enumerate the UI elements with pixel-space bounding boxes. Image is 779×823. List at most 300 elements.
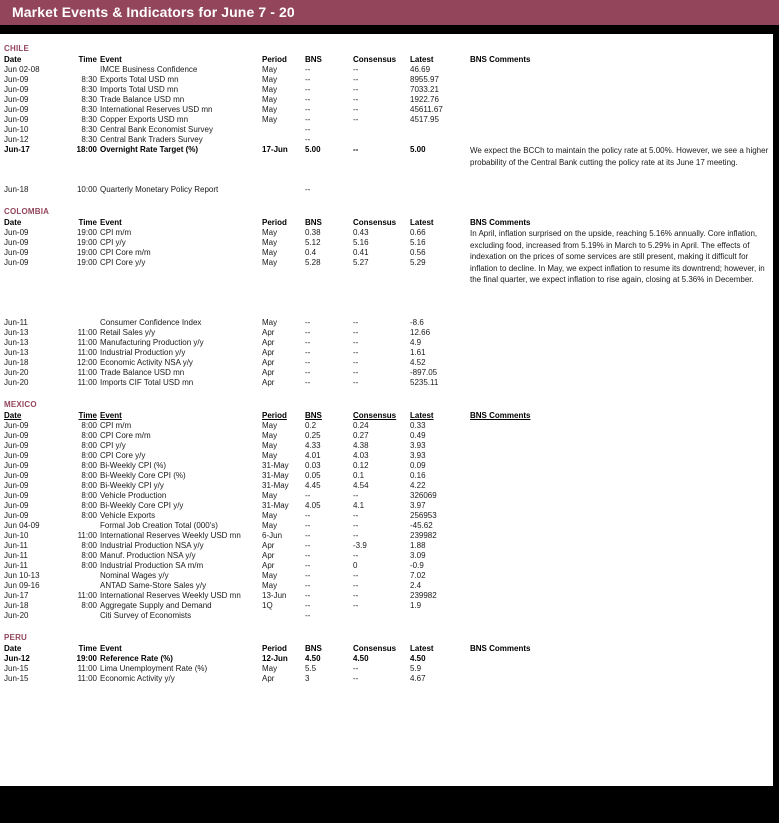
cell-period: May xyxy=(262,95,278,104)
cell-event: CPI m/m xyxy=(100,228,132,237)
cell-date: Jun-09 xyxy=(4,451,29,460)
cell-event: Retail Sales y/y xyxy=(100,328,156,337)
cell-period: 31-May xyxy=(262,461,289,470)
cell-time: 8:30 xyxy=(81,75,97,84)
cell-event: Lima Unemployment Rate (%) xyxy=(100,664,208,673)
table-row xyxy=(0,75,773,85)
cell-event: Central Bank Traders Survey xyxy=(100,135,203,144)
cell-event: Aggregate Supply and Demand xyxy=(100,601,212,610)
cell-consensus: 4.1 xyxy=(353,501,365,510)
cell-period: 6-Jun xyxy=(262,531,283,540)
table-row xyxy=(0,125,773,135)
cell-date: Jun-18 xyxy=(4,358,29,367)
cell-event: Economic Activity NSA y/y xyxy=(100,358,193,367)
cell-period: May xyxy=(262,511,278,520)
cell-latest: 45611.67 xyxy=(410,105,443,114)
cell-date: Jun-12 xyxy=(4,654,30,663)
cell-period: May xyxy=(262,248,278,257)
cell-consensus: -- xyxy=(353,105,359,114)
cell-time: 8:00 xyxy=(81,421,97,430)
cell-date: Jun-13 xyxy=(4,338,29,347)
cell-event: CPI Core m/m xyxy=(100,248,151,257)
table-row xyxy=(0,664,773,674)
cell-period: May xyxy=(262,115,278,124)
table-row xyxy=(0,358,773,368)
cell-period: May xyxy=(262,65,278,74)
cell-bns: 5.12 xyxy=(305,238,321,247)
cell-bns: -- xyxy=(305,75,311,84)
cell-consensus: 4.50 xyxy=(353,654,369,663)
cell-latest: 1.9 xyxy=(410,601,422,610)
cell-time: 11:00 xyxy=(77,591,97,600)
cell-period: Apr xyxy=(262,368,275,377)
cell-period: 31-May xyxy=(262,481,289,490)
cell-date: Jun-18 xyxy=(4,601,29,610)
cell-latest: 2.4 xyxy=(410,581,422,590)
column-header-latest: Latest xyxy=(410,218,434,227)
cell-time: 8:00 xyxy=(81,471,97,480)
cell-event: Formal Job Creation Total (000's) xyxy=(100,521,218,530)
cell-event: Imports CIF Total USD mn xyxy=(100,378,194,387)
table-row xyxy=(0,298,773,308)
cell-bns: -- xyxy=(305,378,311,387)
cell-period: Apr xyxy=(262,541,275,550)
cell-latest: 12.66 xyxy=(410,328,431,337)
cell-date: Jun-09 xyxy=(4,258,29,267)
table-row xyxy=(0,611,773,621)
cell-date: Jun-13 xyxy=(4,348,29,357)
table-row xyxy=(0,501,773,511)
cell-time: 12:00 xyxy=(76,358,97,367)
table-row xyxy=(0,175,773,185)
cell-time: 8:00 xyxy=(81,561,97,570)
cell-date: Jun-13 xyxy=(4,328,29,337)
table-row xyxy=(0,95,773,105)
cell-event: Bi-Weekly Core CPI (%) xyxy=(100,471,186,480)
table-row xyxy=(0,491,773,501)
column-header-period: Period xyxy=(262,218,287,227)
cell-date: Jun-11 xyxy=(4,318,28,327)
cell-bns: -- xyxy=(305,571,311,580)
cell-bns: -- xyxy=(305,581,311,590)
cell-time: 8:30 xyxy=(81,95,97,104)
cell-event: Reference Rate (%) xyxy=(100,654,173,663)
cell-time: 8:00 xyxy=(81,551,97,560)
cell-consensus: -- xyxy=(353,521,359,530)
cell-date: Jun-11 xyxy=(4,551,28,560)
cell-event: ANTAD Same-Store Sales y/y xyxy=(100,581,207,590)
cell-event: Vehicle Production xyxy=(100,491,167,500)
cell-consensus: 4.38 xyxy=(353,441,369,450)
cell-event: Trade Balance USD mn xyxy=(100,368,185,377)
cell-latest: 0.49 xyxy=(410,431,426,440)
cell-bns: -- xyxy=(305,531,311,540)
cell-latest: 0.09 xyxy=(410,461,426,470)
column-header-time: Time xyxy=(78,644,97,653)
cell-time: 19:00 xyxy=(76,654,97,663)
cell-latest: 4.9 xyxy=(410,338,422,347)
cell-date: Jun-09 xyxy=(4,421,29,430)
cell-period: May xyxy=(262,451,278,460)
cell-date: Jun-09 xyxy=(4,511,29,520)
table-row xyxy=(0,328,773,338)
cell-bns: -- xyxy=(305,521,311,530)
table-row xyxy=(0,185,773,195)
cell-time: 11:00 xyxy=(77,328,97,337)
cell-period: Apr xyxy=(262,378,275,387)
cell-bns: 5.28 xyxy=(305,258,321,267)
cell-period: Apr xyxy=(262,358,275,367)
cell-consensus: -- xyxy=(353,531,359,540)
cell-date: Jun 02-08 xyxy=(4,65,40,74)
cell-date: Jun-12 xyxy=(4,135,29,144)
column-header-comments: BNS Comments xyxy=(470,218,531,227)
cell-bns: 4.01 xyxy=(305,451,321,460)
cell-event: Central Bank Economist Survey xyxy=(100,125,213,134)
cell-latest: 3.93 xyxy=(410,441,426,450)
cell-time: 11:00 xyxy=(77,378,97,387)
cell-period: Apr xyxy=(262,674,275,683)
column-header-date: Date xyxy=(4,55,22,64)
table-row xyxy=(0,471,773,481)
section-title-peru: PERU xyxy=(4,633,28,642)
cell-consensus: 0 xyxy=(353,561,358,570)
column-header-row xyxy=(0,55,773,65)
cell-bns: 5.00 xyxy=(305,145,321,154)
bns-comment-colombia: In April, inflation surprised on the upside, reaching 5.16% annually. Core inflation, excluding food, increased from 5.19% in March to 5.29% in April. The effects of indexation on the prices of some services are still present, making it difficult for inflation to decline. In May, we expect inflation to resume its downtrend; however, in the final quarter, we expect inflation to rise again, closing at 5.36% in December. xyxy=(470,229,765,285)
table-row xyxy=(0,441,773,451)
cell-event: Citi Survey of Economists xyxy=(100,611,192,620)
cell-consensus: -- xyxy=(353,328,359,337)
cell-date: Jun-10 xyxy=(4,531,29,540)
column-header-date: Date xyxy=(4,644,22,653)
column-header-time: Time xyxy=(78,55,97,64)
cell-bns: -- xyxy=(305,85,311,94)
column-header-time: Time xyxy=(78,218,97,227)
cell-consensus: -- xyxy=(353,664,359,673)
cell-date: Jun-15 xyxy=(4,674,29,683)
cell-consensus: -- xyxy=(353,674,359,683)
table-row xyxy=(0,105,773,115)
cell-consensus: -- xyxy=(353,85,359,94)
cell-event: Economic Activity y/y xyxy=(100,674,175,683)
cell-latest: 5.9 xyxy=(410,664,422,673)
cell-bns: -- xyxy=(305,611,311,620)
cell-latest: 4.67 xyxy=(410,674,426,683)
cell-event: Bi-Weekly CPI y/y xyxy=(100,481,164,490)
cell-period: May xyxy=(262,105,278,114)
cell-consensus: -- xyxy=(353,338,359,347)
cell-time: 8:00 xyxy=(81,441,97,450)
cell-date: Jun-11 xyxy=(4,561,28,570)
cell-latest: 5.00 xyxy=(410,145,426,154)
cell-consensus: 4.03 xyxy=(353,451,369,460)
cell-event: Consumer Confidence Index xyxy=(100,318,202,327)
column-header-bns: BNS xyxy=(305,218,322,227)
cell-period: May xyxy=(262,228,278,237)
cell-latest: 4.22 xyxy=(410,481,426,490)
table-row xyxy=(0,115,773,125)
cell-consensus: 0.27 xyxy=(353,431,369,440)
cell-time: 8:00 xyxy=(81,601,97,610)
cell-latest: 239982 xyxy=(410,591,437,600)
cell-latest: 3.09 xyxy=(410,551,426,560)
cell-time: 11:00 xyxy=(77,348,97,357)
table-row xyxy=(0,431,773,441)
table-row xyxy=(0,451,773,461)
cell-bns: -- xyxy=(305,511,311,520)
cell-bns: -- xyxy=(305,105,311,114)
cell-event: CPI Core y/y xyxy=(100,451,146,460)
column-header-latest: Latest xyxy=(410,411,434,420)
cell-consensus: -- xyxy=(353,591,359,600)
table-row xyxy=(0,551,773,561)
cell-time: 19:00 xyxy=(76,248,97,257)
cell-event: Industrial Production SA m/m xyxy=(100,561,204,570)
cell-time: 19:00 xyxy=(76,258,97,267)
cell-period: May xyxy=(262,521,278,530)
table-row xyxy=(0,461,773,471)
cell-period: May xyxy=(262,238,278,247)
cell-bns: 0.2 xyxy=(305,421,317,430)
cell-consensus: -- xyxy=(353,318,359,327)
cell-bns: -- xyxy=(305,491,311,500)
column-header-date: Date xyxy=(4,218,22,227)
cell-event: CPI Core y/y xyxy=(100,258,146,267)
cell-bns: 4.50 xyxy=(305,654,321,663)
cell-date: Jun-09 xyxy=(4,105,29,114)
table-row xyxy=(0,348,773,358)
cell-date: Jun-17 xyxy=(4,591,29,600)
cell-event: Nominal Wages y/y xyxy=(100,571,169,580)
cell-latest: 239982 xyxy=(410,531,437,540)
table-row xyxy=(0,541,773,551)
cell-bns: 0.25 xyxy=(305,431,321,440)
cell-bns: -- xyxy=(305,95,311,104)
table-row xyxy=(0,674,773,684)
table-row xyxy=(0,338,773,348)
cell-date: Jun-09 xyxy=(4,75,29,84)
cell-latest: 8955.97 xyxy=(410,75,439,84)
section-title-chile: CHILE xyxy=(4,44,29,53)
cell-consensus: -3.9 xyxy=(353,541,367,550)
cell-date: Jun-09 xyxy=(4,501,29,510)
cell-period: May xyxy=(262,258,278,267)
cell-period: 12-Jun xyxy=(262,654,288,663)
table-row xyxy=(0,318,773,328)
cell-consensus: -- xyxy=(353,145,359,154)
column-header-bns: BNS xyxy=(305,55,322,64)
cell-bns: -- xyxy=(305,551,311,560)
cell-latest: 1922.76 xyxy=(410,95,439,104)
table-row xyxy=(0,65,773,75)
cell-latest: 4.50 xyxy=(410,654,426,663)
column-header-consensus: Consensus xyxy=(353,218,397,227)
cell-latest: 4.52 xyxy=(410,358,426,367)
table-row xyxy=(0,521,773,531)
column-header-bns: BNS xyxy=(305,411,322,420)
column-header-latest: Latest xyxy=(410,644,434,653)
cell-bns: -- xyxy=(305,358,311,367)
table-row xyxy=(0,511,773,521)
table-row xyxy=(0,654,773,664)
cell-event: Trade Balance USD mn xyxy=(100,95,185,104)
cell-period: 1Q xyxy=(262,601,273,610)
column-header-event: Event xyxy=(100,411,122,420)
cell-date: Jun-09 xyxy=(4,471,29,480)
cell-event: CPI Core m/m xyxy=(100,431,151,440)
cell-date: Jun-09 xyxy=(4,248,29,257)
cell-time: 8:00 xyxy=(81,491,97,500)
cell-event: CPI y/y xyxy=(100,238,126,247)
cell-bns: -- xyxy=(305,601,311,610)
cell-date: Jun 10-13 xyxy=(4,571,40,580)
cell-consensus: 0.41 xyxy=(353,248,369,257)
cell-date: Jun-09 xyxy=(4,238,29,247)
cell-period: May xyxy=(262,75,278,84)
cell-latest: 3.93 xyxy=(410,451,426,460)
cell-time: 8:00 xyxy=(81,431,97,440)
cell-consensus: -- xyxy=(353,378,359,387)
section-title-mexico: MEXICO xyxy=(4,400,37,409)
cell-period: May xyxy=(262,431,278,440)
table-row xyxy=(0,378,773,388)
cell-consensus: -- xyxy=(353,358,359,367)
cell-bns: -- xyxy=(305,318,311,327)
cell-bns: -- xyxy=(305,348,311,357)
cell-bns: 5.5 xyxy=(305,664,317,673)
cell-consensus: -- xyxy=(353,65,359,74)
cell-latest: 1.61 xyxy=(410,348,426,357)
cell-date: Jun-09 xyxy=(4,461,29,470)
cell-date: Jun-09 xyxy=(4,441,29,450)
table-row xyxy=(0,581,773,591)
cell-period: Apr xyxy=(262,551,275,560)
column-header-event: Event xyxy=(100,218,122,227)
cell-event: Industrial Production NSA y/y xyxy=(100,541,204,550)
cell-event: Copper Exports USD mn xyxy=(100,115,189,124)
cell-consensus: -- xyxy=(353,601,359,610)
cell-period: Apr xyxy=(262,561,275,570)
cell-time: 8:00 xyxy=(81,501,97,510)
cell-consensus: -- xyxy=(353,511,359,520)
column-header-event: Event xyxy=(100,644,122,653)
cell-date: Jun-15 xyxy=(4,664,29,673)
cell-consensus: 4.54 xyxy=(353,481,369,490)
cell-latest: 3.97 xyxy=(410,501,426,510)
column-header-row xyxy=(0,218,773,228)
cell-bns: -- xyxy=(305,561,311,570)
cell-consensus: -- xyxy=(353,571,359,580)
cell-consensus: 5.16 xyxy=(353,238,369,247)
cell-period: May xyxy=(262,85,278,94)
cell-consensus: 0.24 xyxy=(353,421,369,430)
cell-time: 10:00 xyxy=(76,185,97,194)
cell-consensus: 0.12 xyxy=(353,461,369,470)
cell-date: Jun 09-16 xyxy=(4,581,40,590)
cell-bns: 4.05 xyxy=(305,501,321,510)
cell-time: 19:00 xyxy=(76,228,97,237)
table-row xyxy=(0,135,773,145)
column-header-time: Time xyxy=(78,411,97,420)
cell-bns: 3 xyxy=(305,674,310,683)
column-header-row xyxy=(0,644,773,654)
cell-bns: 4.33 xyxy=(305,441,321,450)
cell-event: Industrial Production y/y xyxy=(100,348,186,357)
cell-time: 8:30 xyxy=(81,135,97,144)
cell-consensus: -- xyxy=(353,551,359,560)
cell-date: Jun-09 xyxy=(4,228,29,237)
cell-bns: 0.38 xyxy=(305,228,321,237)
cell-time: 11:00 xyxy=(77,368,97,377)
cell-period: May xyxy=(262,581,278,590)
cell-date: Jun 04-09 xyxy=(4,521,40,530)
cell-latest: 0.16 xyxy=(410,471,426,480)
cell-period: May xyxy=(262,664,278,673)
cell-time: 8:00 xyxy=(81,451,97,460)
cell-latest: 5.29 xyxy=(410,258,426,267)
column-header-period: Period xyxy=(262,411,287,420)
cell-bns: 0.4 xyxy=(305,248,317,257)
column-header-comments: BNS Comments xyxy=(470,411,531,420)
cell-consensus: -- xyxy=(353,95,359,104)
cell-event: Manufacturing Production y/y xyxy=(100,338,204,347)
column-header-consensus: Consensus xyxy=(353,411,397,420)
document-title-bar xyxy=(0,0,779,25)
table-row xyxy=(0,308,773,318)
cell-event: Exports Total USD mn xyxy=(100,75,179,84)
table-row xyxy=(0,561,773,571)
cell-consensus: 0.43 xyxy=(353,228,369,237)
column-header-bns: BNS xyxy=(305,644,322,653)
cell-period: May xyxy=(262,441,278,450)
cell-event: Overnight Rate Target (%) xyxy=(100,145,199,154)
cell-latest: 7.02 xyxy=(410,571,426,580)
cell-latest: 256953 xyxy=(410,511,437,520)
cell-event: CPI m/m xyxy=(100,421,132,430)
table-row xyxy=(0,85,773,95)
page-title: Market Events & Indicators for June 7 - 20 xyxy=(12,4,295,20)
cell-bns: -- xyxy=(305,368,311,377)
cell-date: Jun-20 xyxy=(4,378,29,387)
cell-latest: -0.9 xyxy=(410,561,424,570)
cell-consensus: 0.1 xyxy=(353,471,365,480)
cell-event: Imports Total USD mn xyxy=(100,85,179,94)
cell-consensus: -- xyxy=(353,75,359,84)
cell-bns: -- xyxy=(305,115,311,124)
table-row xyxy=(0,481,773,491)
column-header-period: Period xyxy=(262,55,287,64)
cell-date: Jun-20 xyxy=(4,611,29,620)
cell-latest: 46.69 xyxy=(410,65,431,74)
column-header-event: Event xyxy=(100,55,122,64)
cell-time: 8:00 xyxy=(81,481,97,490)
cell-event: Quarterly Monetary Policy Report xyxy=(100,185,219,194)
cell-time: 8:00 xyxy=(81,511,97,520)
cell-time: 11:00 xyxy=(77,674,97,683)
cell-event: International Reserves Weekly USD mn xyxy=(100,531,241,540)
cell-event: Bi-Weekly Core CPI y/y xyxy=(100,501,184,510)
cell-date: Jun-09 xyxy=(4,95,29,104)
cell-period: 13-Jun xyxy=(262,591,287,600)
cell-latest: 326069 xyxy=(410,491,437,500)
cell-date: Jun-17 xyxy=(4,145,30,154)
table-row xyxy=(0,571,773,581)
cell-period: May xyxy=(262,571,278,580)
column-header-comments: BNS Comments xyxy=(470,644,531,653)
cell-date: Jun-10 xyxy=(4,125,29,134)
cell-consensus: -- xyxy=(353,581,359,590)
